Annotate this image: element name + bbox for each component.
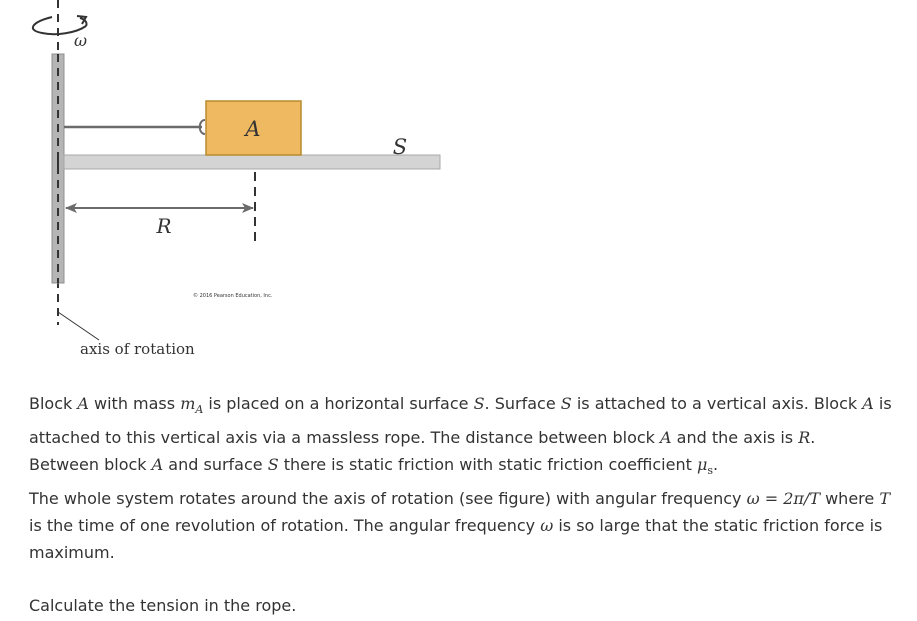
omega-label: ω [74, 31, 88, 50]
problem-paragraph-2: Between block A and surface S there is static friction with static friction coefficient $\mu_s$. [29, 455, 719, 478]
friction-coefficient-symbol: $\mu_s$ [696, 455, 714, 478]
problem-paragraph-3: The whole system rotates around the axis of rotation (see figure) with angular frequency ω = 2π/T where T is the time of one revolution of rotation. The angular frequency ω is so large that the static friction force is maximum. [29, 488, 890, 563]
surface-s [64, 155, 440, 169]
axis-caption: axis of rotation [80, 340, 195, 358]
question-text: Calculate the tension in the rope. [29, 595, 297, 615]
problem-paragraph-1: Block A with mass $m_A$ is placed on a horizontal surface S. Surface S is attached to a vertical axis. Block A is attached to this vertical axis via a massless rope. The distance between block A and the axis is R. [29, 394, 892, 447]
copyright-note: © 2016 Pearson Education, Inc. [193, 293, 273, 299]
radius-label: R [156, 214, 172, 238]
surface-label: S [392, 135, 408, 159]
rotating-block-figure [0, 0, 460, 370]
block-a-label: A [245, 117, 261, 141]
axis-pointer-line [58, 312, 99, 340]
problem-statement [29, 390, 904, 619]
angular-frequency-equation: ω = 2π/T [746, 488, 820, 508]
mass-symbol: $m_A$ [180, 394, 204, 417]
